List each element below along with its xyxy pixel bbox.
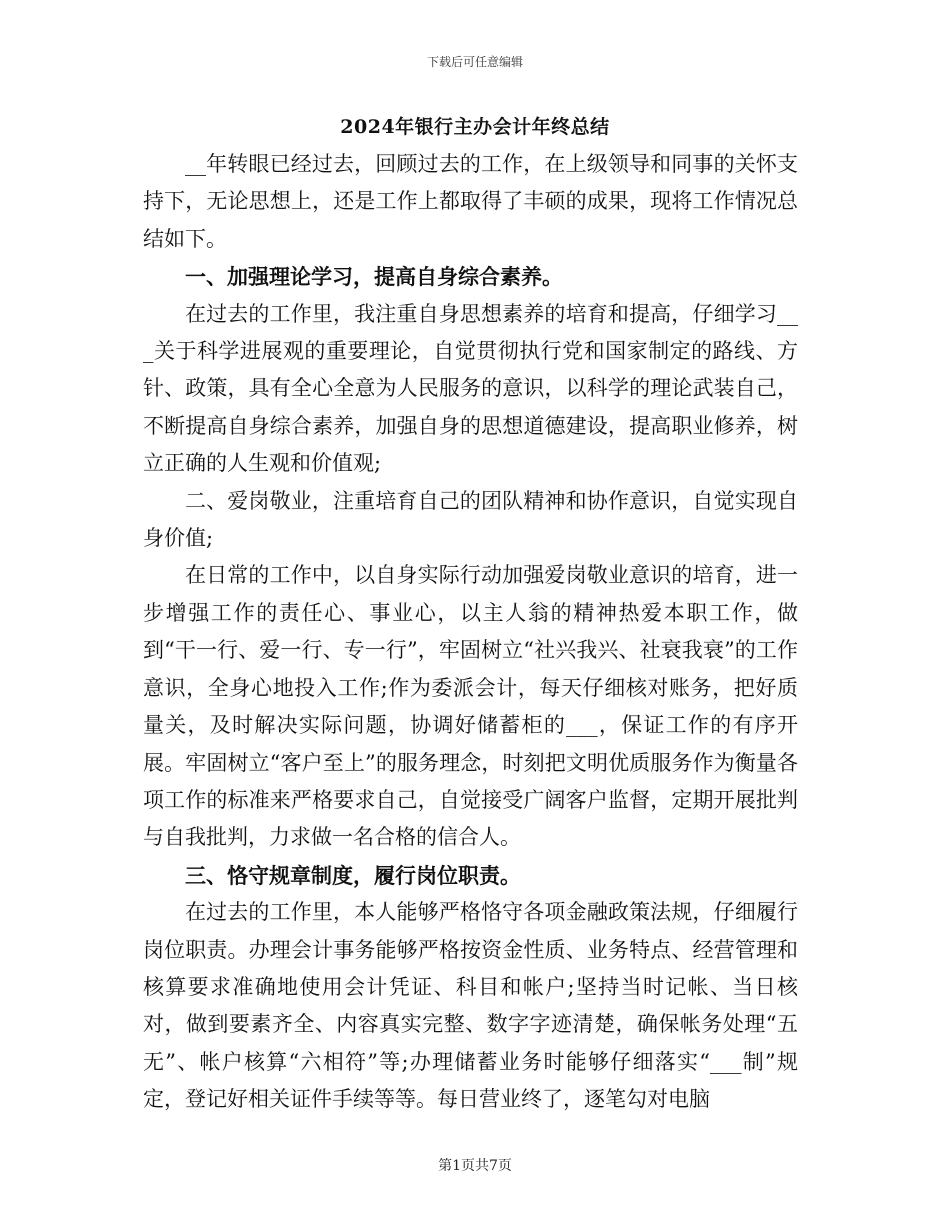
- section-heading-2: 二、爱岗敬业，注重培育自己的团队精神和协作意识，自觉实现自身价值;: [143, 488, 798, 551]
- body-paragraph: 在过去的工作里，本人能够严格恪守各项金融政策法规，仔细履行岗位职责。办理会计事务能够严格按资金性质、业务特点、经营管理和核算要求准确地使用会计凭证、科目和帐户;坚持当时记帐、当日核对，做到要素齐全、内容真实完整、数字字迹清楚，确保帐务处理“五无”、帐户核算“六相符”等;办理储蓄业务时能够仔细落实“___制”规定，登记好相关证件手续等等。每日营业终了，逐笔勾对电脑: [143, 900, 798, 1112]
- body-paragraph: 在日常的工作中，以自身实际行动加强爱岗敬业意识的培育，进一步增强工作的责任心、事业心，以主人翁的精神热爱本职工作，做到“干一行、爱一行、专一行”，牢固树立“社兴我兴、社衰我衰”的工作意识，全身心地投入工作;作为委派会计，每天仔细核对账务，把好质量关，及时解决实际问题，协调好储蓄柜的___，保证工作的有序开展。牢固树立“客户至上”的服务理念，时刻把文明优质服务作为衡量各项工作的标准来严格要求自己，自觉接受广阔客户监督，定期开展批判与自我批判，力求做一名合格的信合人。: [143, 563, 798, 850]
- document-body: [143, 146, 798, 1119]
- page-number-footer: 第1页共7页: [438, 1158, 512, 1174]
- intro-paragraph: __年转眼已经过去，回顾过去的工作，在上级领导和同事的关怀支持下，无论思想上，还是工作上都取得了丰硕的成果，现将工作情况总结如下。: [143, 152, 798, 251]
- section-heading-3: 三、恪守规章制度，履行岗位职责。: [185, 862, 521, 888]
- section-heading-1: 一、加强理论学习，提高自身综合素养。: [185, 264, 563, 290]
- document-title: 2024年银行主办会计年终总结: [340, 116, 610, 138]
- page-header-note: 下载后可任意编辑: [426, 55, 523, 69]
- body-paragraph: 在过去的工作里，我注重自身思想素养的培育和提高，仔细学习___关于科学进展观的重要理论，自觉贯彻执行党和国家制定的路线、方针、政策，具有全心全意为人民服务的意识，以科学的理论武装自己，不断提高自身综合素养，加强自身的思想道德建设，提高职业修养，树立正确的人生观和价值观;: [143, 301, 798, 476]
